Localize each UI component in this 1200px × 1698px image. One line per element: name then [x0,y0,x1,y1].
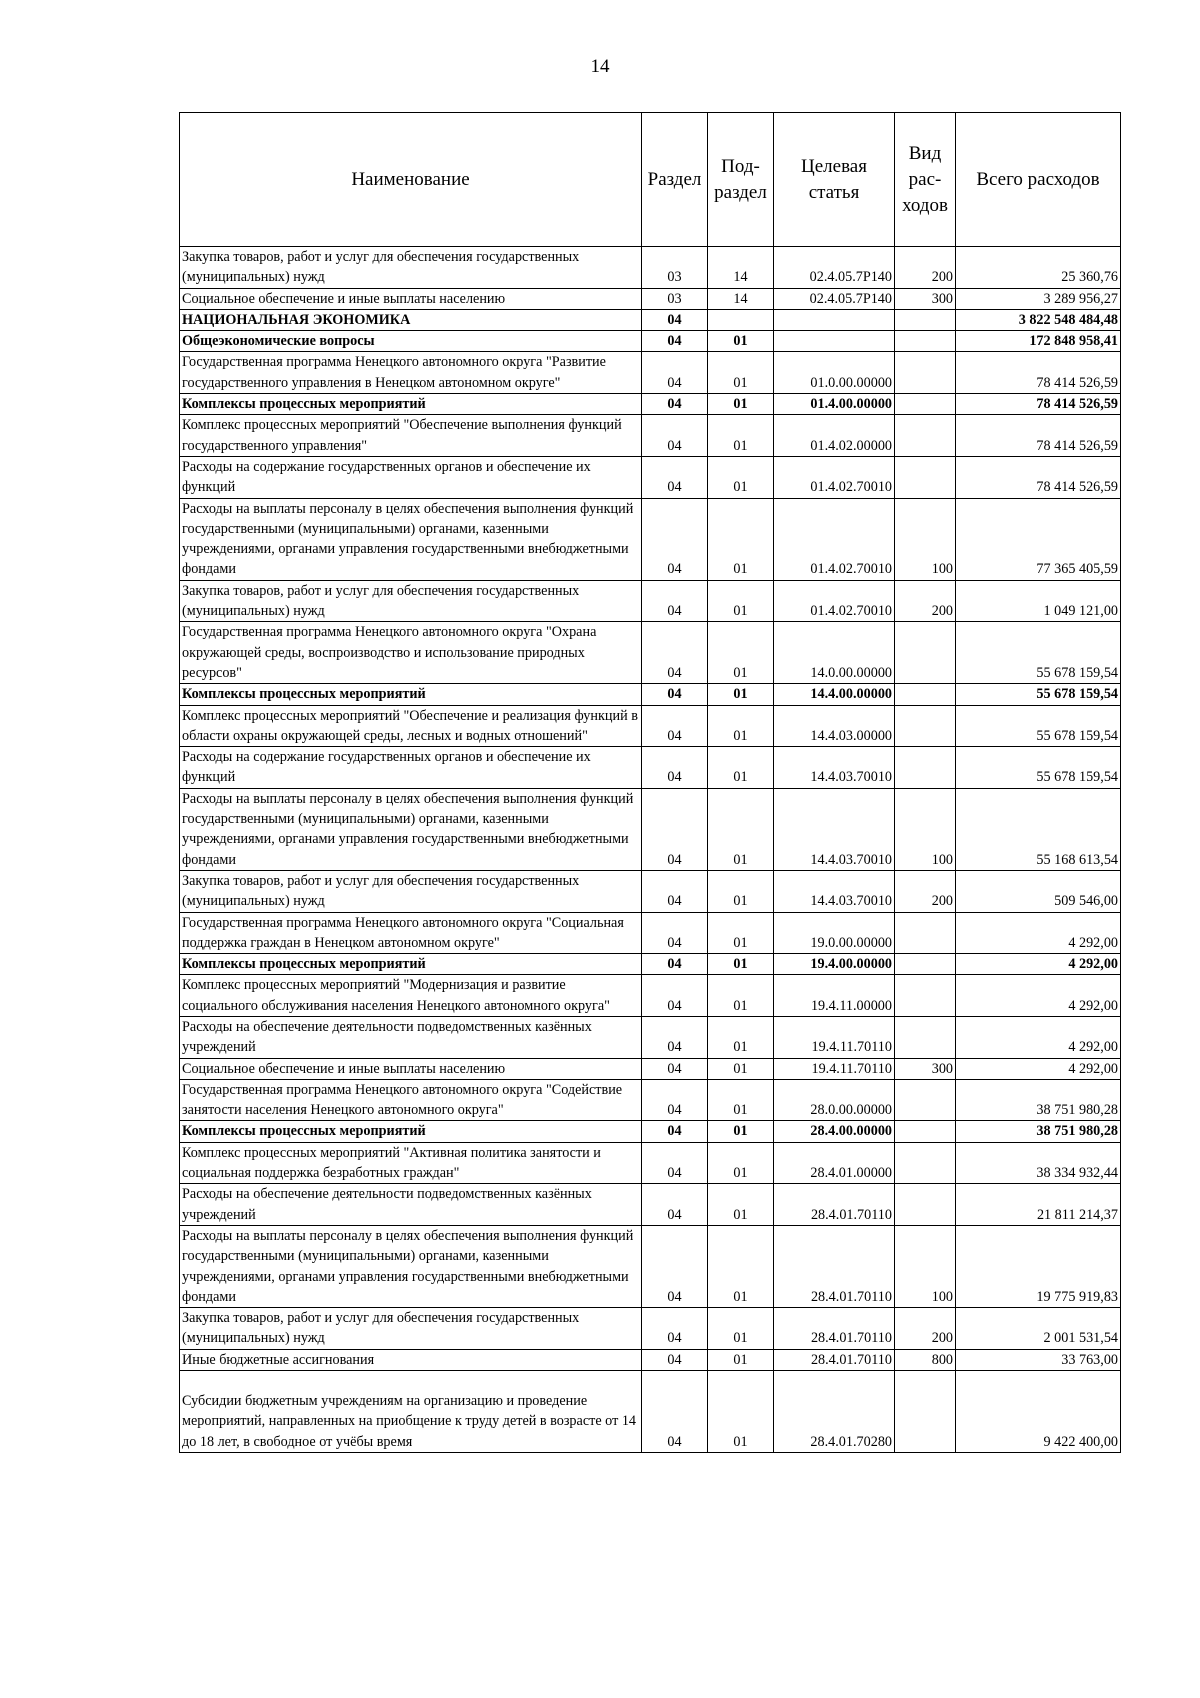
row-subsection: 01 [708,498,774,580]
row-target-article: 19.4.11.00000 [774,975,895,1017]
row-expense-type: 100 [895,788,956,870]
row-name: Государственная программа Ненецкого автономного округа "Охрана окружающей среды, воспроизводство и использование природных ресурсов" [180,622,642,684]
row-name: Общеэкономические вопросы [180,331,642,352]
row-name: Государственная программа Ненецкого автономного округа "Развитие государственного управления в Ненецком автономном округе" [180,352,642,394]
row-expense-type [895,309,956,330]
budget-table [179,112,1121,1453]
row-name: Комплекс процессных мероприятий "Активная политика занятости и социальная поддержка безработных граждан" [180,1142,642,1184]
row-subsection: 01 [708,912,774,954]
row-expense-type [895,1142,956,1184]
row-name: Комплексы процессных мероприятий [180,394,642,415]
table-row [180,1016,1121,1058]
row-total: 3 822 548 484,48 [956,309,1121,330]
row-total: 4 292,00 [956,1016,1121,1058]
row-name: Комплексы процессных мероприятий [180,684,642,705]
row-total: 3 289 956,27 [956,288,1121,309]
row-name: Иные бюджетные ассигнования [180,1349,642,1370]
row-section: 03 [642,247,708,289]
row-section: 04 [642,1058,708,1079]
row-section: 04 [642,1121,708,1142]
row-expense-type [895,1184,956,1226]
row-target-article: 01.4.02.70010 [774,456,895,498]
row-name: Расходы на выплаты персоналу в целях обеспечения выполнения функций государственными (муниципальными) органами, казенными учреждениями, органами управления государственными внебюджетными фондами [180,788,642,870]
row-subsection: 01 [708,331,774,352]
row-target-article: 02.4.05.7P140 [774,247,895,289]
row-expense-type [895,352,956,394]
row-subsection: 01 [708,1225,774,1307]
table-row [180,352,1121,394]
table-row [180,498,1121,580]
table-row [180,622,1121,684]
row-name: Комплексы процессных мероприятий [180,954,642,975]
row-expense-type [895,394,956,415]
row-name: Государственная программа Ненецкого автономного округа "Социальная поддержка граждан в Ненецком автономном округе" [180,912,642,954]
row-subsection: 01 [708,1079,774,1121]
table-row [180,705,1121,747]
table-row [180,1142,1121,1184]
row-target-article: 14.4.03.70010 [774,788,895,870]
row-subsection: 01 [708,684,774,705]
row-total: 78 414 526,59 [956,394,1121,415]
row-target-article: 01.4.02.70010 [774,498,895,580]
row-total: 38 751 980,28 [956,1121,1121,1142]
row-total: 1 049 121,00 [956,580,1121,622]
row-section: 04 [642,1308,708,1350]
table-row [180,747,1121,789]
table-row [180,1308,1121,1350]
row-target-article: 28.4.01.70110 [774,1308,895,1350]
table-row [180,788,1121,870]
row-target-article: 19.4.11.70110 [774,1058,895,1079]
row-expense-type [895,1016,956,1058]
row-section: 04 [642,1142,708,1184]
row-name: НАЦИОНАЛЬНАЯ ЭКОНОМИКА [180,309,642,330]
row-target-article [774,331,895,352]
row-subsection: 01 [708,1371,774,1453]
row-name: Закупка товаров, работ и услуг для обеспечения государственных (муниципальных) нужд [180,580,642,622]
page-number: 14 [590,56,610,77]
row-total: 21 811 214,37 [956,1184,1121,1226]
row-total: 55 678 159,54 [956,747,1121,789]
row-total: 55 678 159,54 [956,684,1121,705]
row-section: 04 [642,1079,708,1121]
table-row [180,288,1121,309]
row-subsection: 01 [708,1016,774,1058]
row-name: Закупка товаров, работ и услуг для обеспечения государственных (муниципальных) нужд [180,870,642,912]
row-subsection: 01 [708,975,774,1017]
row-section: 04 [642,870,708,912]
row-name: Расходы на выплаты персоналу в целях обеспечения выполнения функций государственными (муниципальными) органами, казенными учреждениями, органами управления государственными внебюджетными фондами [180,1225,642,1307]
row-section: 04 [642,352,708,394]
row-name: Закупка товаров, работ и услуг для обеспечения государственных (муниципальных) нужд [180,1308,642,1350]
row-name: Расходы на содержание государственных органов и обеспечение их функций [180,456,642,498]
row-target-article: 19.4.00.00000 [774,954,895,975]
table-row [180,309,1121,330]
row-target-article: 14.4.00.00000 [774,684,895,705]
row-name: Расходы на обеспечение деятельности подведомственных казённых учреждений [180,1016,642,1058]
row-subsection: 01 [708,954,774,975]
row-expense-type [895,1079,956,1121]
row-subsection: 01 [708,705,774,747]
row-expense-type: 200 [895,247,956,289]
row-name: Социальное обеспечение и иные выплаты населению [180,1058,642,1079]
row-section: 04 [642,1016,708,1058]
row-section: 04 [642,1349,708,1370]
row-total: 38 751 980,28 [956,1079,1121,1121]
row-subsection: 01 [708,352,774,394]
row-target-article: 01.4.00.00000 [774,394,895,415]
row-expense-type [895,912,956,954]
row-total: 4 292,00 [956,975,1121,1017]
row-section: 04 [642,747,708,789]
row-total: 4 292,00 [956,912,1121,954]
row-section: 04 [642,415,708,457]
table-row [180,394,1121,415]
row-section: 04 [642,705,708,747]
row-total: 19 775 919,83 [956,1225,1121,1307]
row-target-article: 14.4.03.70010 [774,747,895,789]
row-total: 38 334 932,44 [956,1142,1121,1184]
row-section: 04 [642,975,708,1017]
row-name: Комплекс процессных мероприятий "Модернизация и развитие социального обслуживания населения Ненецкого автономного округа" [180,975,642,1017]
row-name: Субсидии бюджетным учреждениям на организацию и проведение мероприятий, направленных на приобщение к труду детей в возрасте от 14 до 18 лет, в свободное от учёбы время [180,1371,642,1453]
table-row [180,1349,1121,1370]
row-subsection: 01 [708,415,774,457]
row-subsection: 01 [708,394,774,415]
row-total: 4 292,00 [956,954,1121,975]
table-header [180,113,1121,247]
row-subsection: 01 [708,580,774,622]
row-subsection: 01 [708,1349,774,1370]
row-expense-type: 200 [895,870,956,912]
row-section: 04 [642,684,708,705]
table-row [180,1079,1121,1121]
row-target-article: 01.0.00.00000 [774,352,895,394]
row-subsection: 01 [708,456,774,498]
row-subsection: 01 [708,788,774,870]
row-section: 04 [642,456,708,498]
row-expense-type [895,1121,956,1142]
row-name: Расходы на выплаты персоналу в целях обеспечения выполнения функций государственными (муниципальными) органами, казенными учреждениями, органами управления государственными внебюджетными фондами [180,498,642,580]
row-expense-type [895,684,956,705]
row-name: Государственная программа Ненецкого автономного округа "Содействие занятости населения Ненецкого автономного округа" [180,1079,642,1121]
table-row [180,912,1121,954]
row-total: 509 546,00 [956,870,1121,912]
row-target-article: 28.0.00.00000 [774,1079,895,1121]
row-target-article: 01.4.02.70010 [774,580,895,622]
row-expense-type: 800 [895,1349,956,1370]
row-subsection: 01 [708,1184,774,1226]
table-row [180,1058,1121,1079]
row-target-article: 02.4.05.7P140 [774,288,895,309]
table-row [180,247,1121,289]
row-name: Расходы на обеспечение деятельности подведомственных казённых учреждений [180,1184,642,1226]
row-section: 04 [642,954,708,975]
col-header-subsection: Под- раздел [708,113,774,247]
row-total: 9 422 400,00 [956,1371,1121,1453]
row-name: Комплексы процессных мероприятий [180,1121,642,1142]
row-total: 78 414 526,59 [956,415,1121,457]
row-expense-type [895,705,956,747]
row-target-article: 14.4.03.70010 [774,870,895,912]
table-row [180,954,1121,975]
table-row [180,1184,1121,1226]
table-row [180,331,1121,352]
row-total: 2 001 531,54 [956,1308,1121,1350]
row-subsection: 01 [708,1142,774,1184]
row-total: 55 678 159,54 [956,705,1121,747]
row-section: 04 [642,498,708,580]
row-subsection: 01 [708,622,774,684]
row-section: 04 [642,1225,708,1307]
row-name: Расходы на содержание государственных органов и обеспечение их функций [180,747,642,789]
row-section: 04 [642,331,708,352]
row-expense-type: 300 [895,1058,956,1079]
row-subsection: 01 [708,1058,774,1079]
row-total: 55 168 613,54 [956,788,1121,870]
row-section: 04 [642,788,708,870]
row-subsection: 01 [708,1308,774,1350]
row-subsection: 14 [708,247,774,289]
table-row [180,1225,1121,1307]
row-expense-type: 200 [895,1308,956,1350]
row-expense-type: 300 [895,288,956,309]
row-total: 4 292,00 [956,1058,1121,1079]
row-expense-type [895,975,956,1017]
row-target-article: 28.4.01.70110 [774,1349,895,1370]
row-expense-type [895,456,956,498]
row-section: 04 [642,622,708,684]
row-subsection: 01 [708,1121,774,1142]
table-row [180,1121,1121,1142]
table-row [180,415,1121,457]
row-target-article: 28.4.01.70110 [774,1225,895,1307]
row-target-article: 28.4.01.00000 [774,1142,895,1184]
row-section: 04 [642,1371,708,1453]
row-expense-type: 100 [895,1225,956,1307]
row-section: 04 [642,309,708,330]
row-total: 78 414 526,59 [956,352,1121,394]
row-expense-type [895,415,956,457]
table-row [180,684,1121,705]
row-subsection [708,309,774,330]
row-expense-type: 200 [895,580,956,622]
row-section: 04 [642,912,708,954]
row-subsection: 01 [708,870,774,912]
row-total: 55 678 159,54 [956,622,1121,684]
row-target-article: 01.4.02.00000 [774,415,895,457]
row-expense-type [895,1371,956,1453]
row-target-article: 28.4.01.70280 [774,1371,895,1453]
row-name: Социальное обеспечение и иные выплаты населению [180,288,642,309]
row-total: 25 360,76 [956,247,1121,289]
row-target-article [774,309,895,330]
row-total: 78 414 526,59 [956,456,1121,498]
table-row [180,870,1121,912]
row-expense-type [895,622,956,684]
row-target-article: 14.0.00.00000 [774,622,895,684]
col-header-section: Раздел [642,113,708,247]
row-expense-type: 100 [895,498,956,580]
row-target-article: 28.4.01.70110 [774,1184,895,1226]
row-section: 04 [642,394,708,415]
row-name: Закупка товаров, работ и услуг для обеспечения государственных (муниципальных) нужд [180,247,642,289]
row-expense-type [895,331,956,352]
row-total: 172 848 958,41 [956,331,1121,352]
col-header-total: Всего расходов [956,113,1121,247]
row-target-article: 19.4.11.70110 [774,1016,895,1058]
row-section: 03 [642,288,708,309]
col-header-name: Наименование [180,113,642,247]
row-target-article: 14.4.03.00000 [774,705,895,747]
row-name: Комплекс процессных мероприятий "Обеспечение выполнения функций государственного управления" [180,415,642,457]
col-header-target-article: Целевая статья [774,113,895,247]
row-name: Комплекс процессных мероприятий "Обеспечение и реализация функций в области охраны окружающей среды, лесных и водных отношений" [180,705,642,747]
row-expense-type [895,747,956,789]
table-row [180,975,1121,1017]
row-target-article: 19.0.00.00000 [774,912,895,954]
row-section: 04 [642,580,708,622]
col-header-expense-type: Вид рас- ходов [895,113,956,247]
row-subsection: 01 [708,747,774,789]
table-body [180,247,1121,1453]
table-row [180,456,1121,498]
table-row [180,580,1121,622]
row-total: 77 365 405,59 [956,498,1121,580]
row-expense-type [895,954,956,975]
row-total: 33 763,00 [956,1349,1121,1370]
row-section: 04 [642,1184,708,1226]
row-target-article: 28.4.00.00000 [774,1121,895,1142]
row-subsection: 14 [708,288,774,309]
table-row [180,1371,1121,1453]
